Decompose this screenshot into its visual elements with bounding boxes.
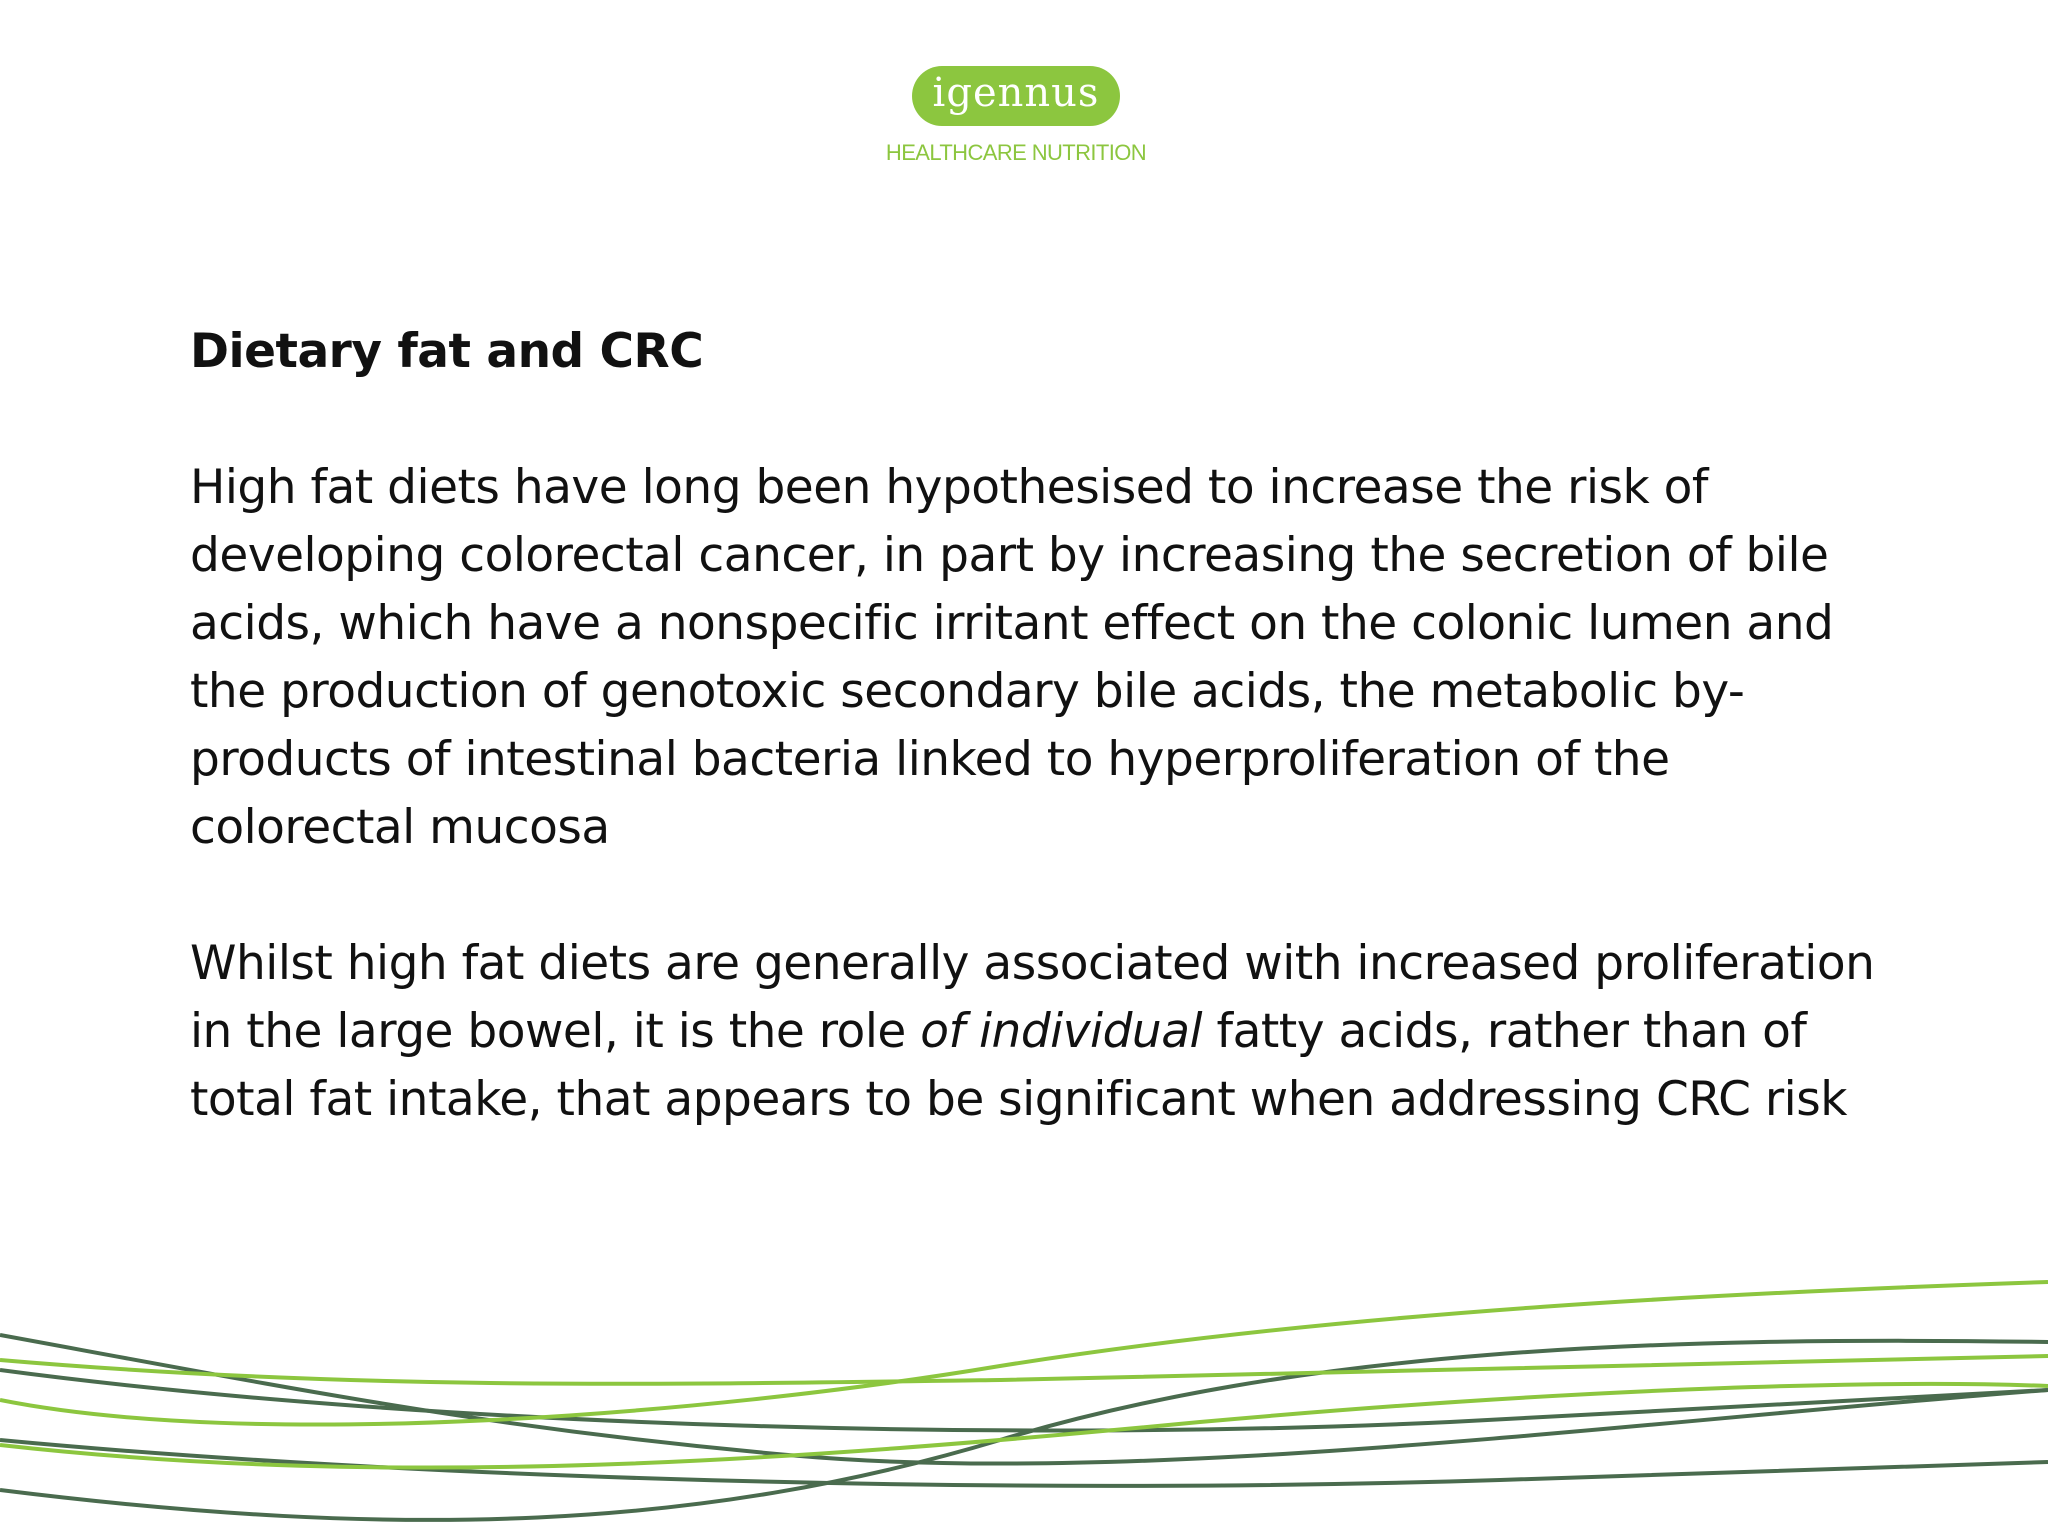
paragraph-2-emphasis: of individual — [920, 1004, 1203, 1059]
igennus-logo — [876, 66, 1156, 176]
logo-tagline: HEALTHCARE NUTRITION — [885, 140, 1147, 165]
logo-pill — [912, 66, 1120, 126]
paragraph-2-text-start: Whilst high fat diets are generally associated with increased proliferation in the large bowel, it is the role — [190, 936, 1875, 1059]
slide-title: Dietary fat and CRC — [190, 324, 704, 379]
slide-content — [190, 320, 1910, 1134]
wave-line-dark-1 — [0, 1335, 2048, 1464]
paragraph-2-text-end: fatty acids, rather than of total fat intake, that appears to be significant when addressing CRC risk — [190, 1004, 1847, 1127]
paragraph-2 — [190, 930, 1890, 1134]
decorative-wave-lines — [0, 1240, 2048, 1536]
wave-line-green-3 — [0, 1356, 2048, 1384]
paragraph-1: High fat diets have long been hypothesised to increase the risk of developing colorectal cancer, in part by increasing the secretion of bile acids, which have a nonspecific irritant effect on the colonic lumen and the production of genotoxic secondary bile acids, the metabolic by-products of intestinal bacteria linked to hyperproliferation of the colorectal mucosa — [190, 460, 1834, 855]
logo-wordmark: igennus — [932, 70, 1100, 116]
